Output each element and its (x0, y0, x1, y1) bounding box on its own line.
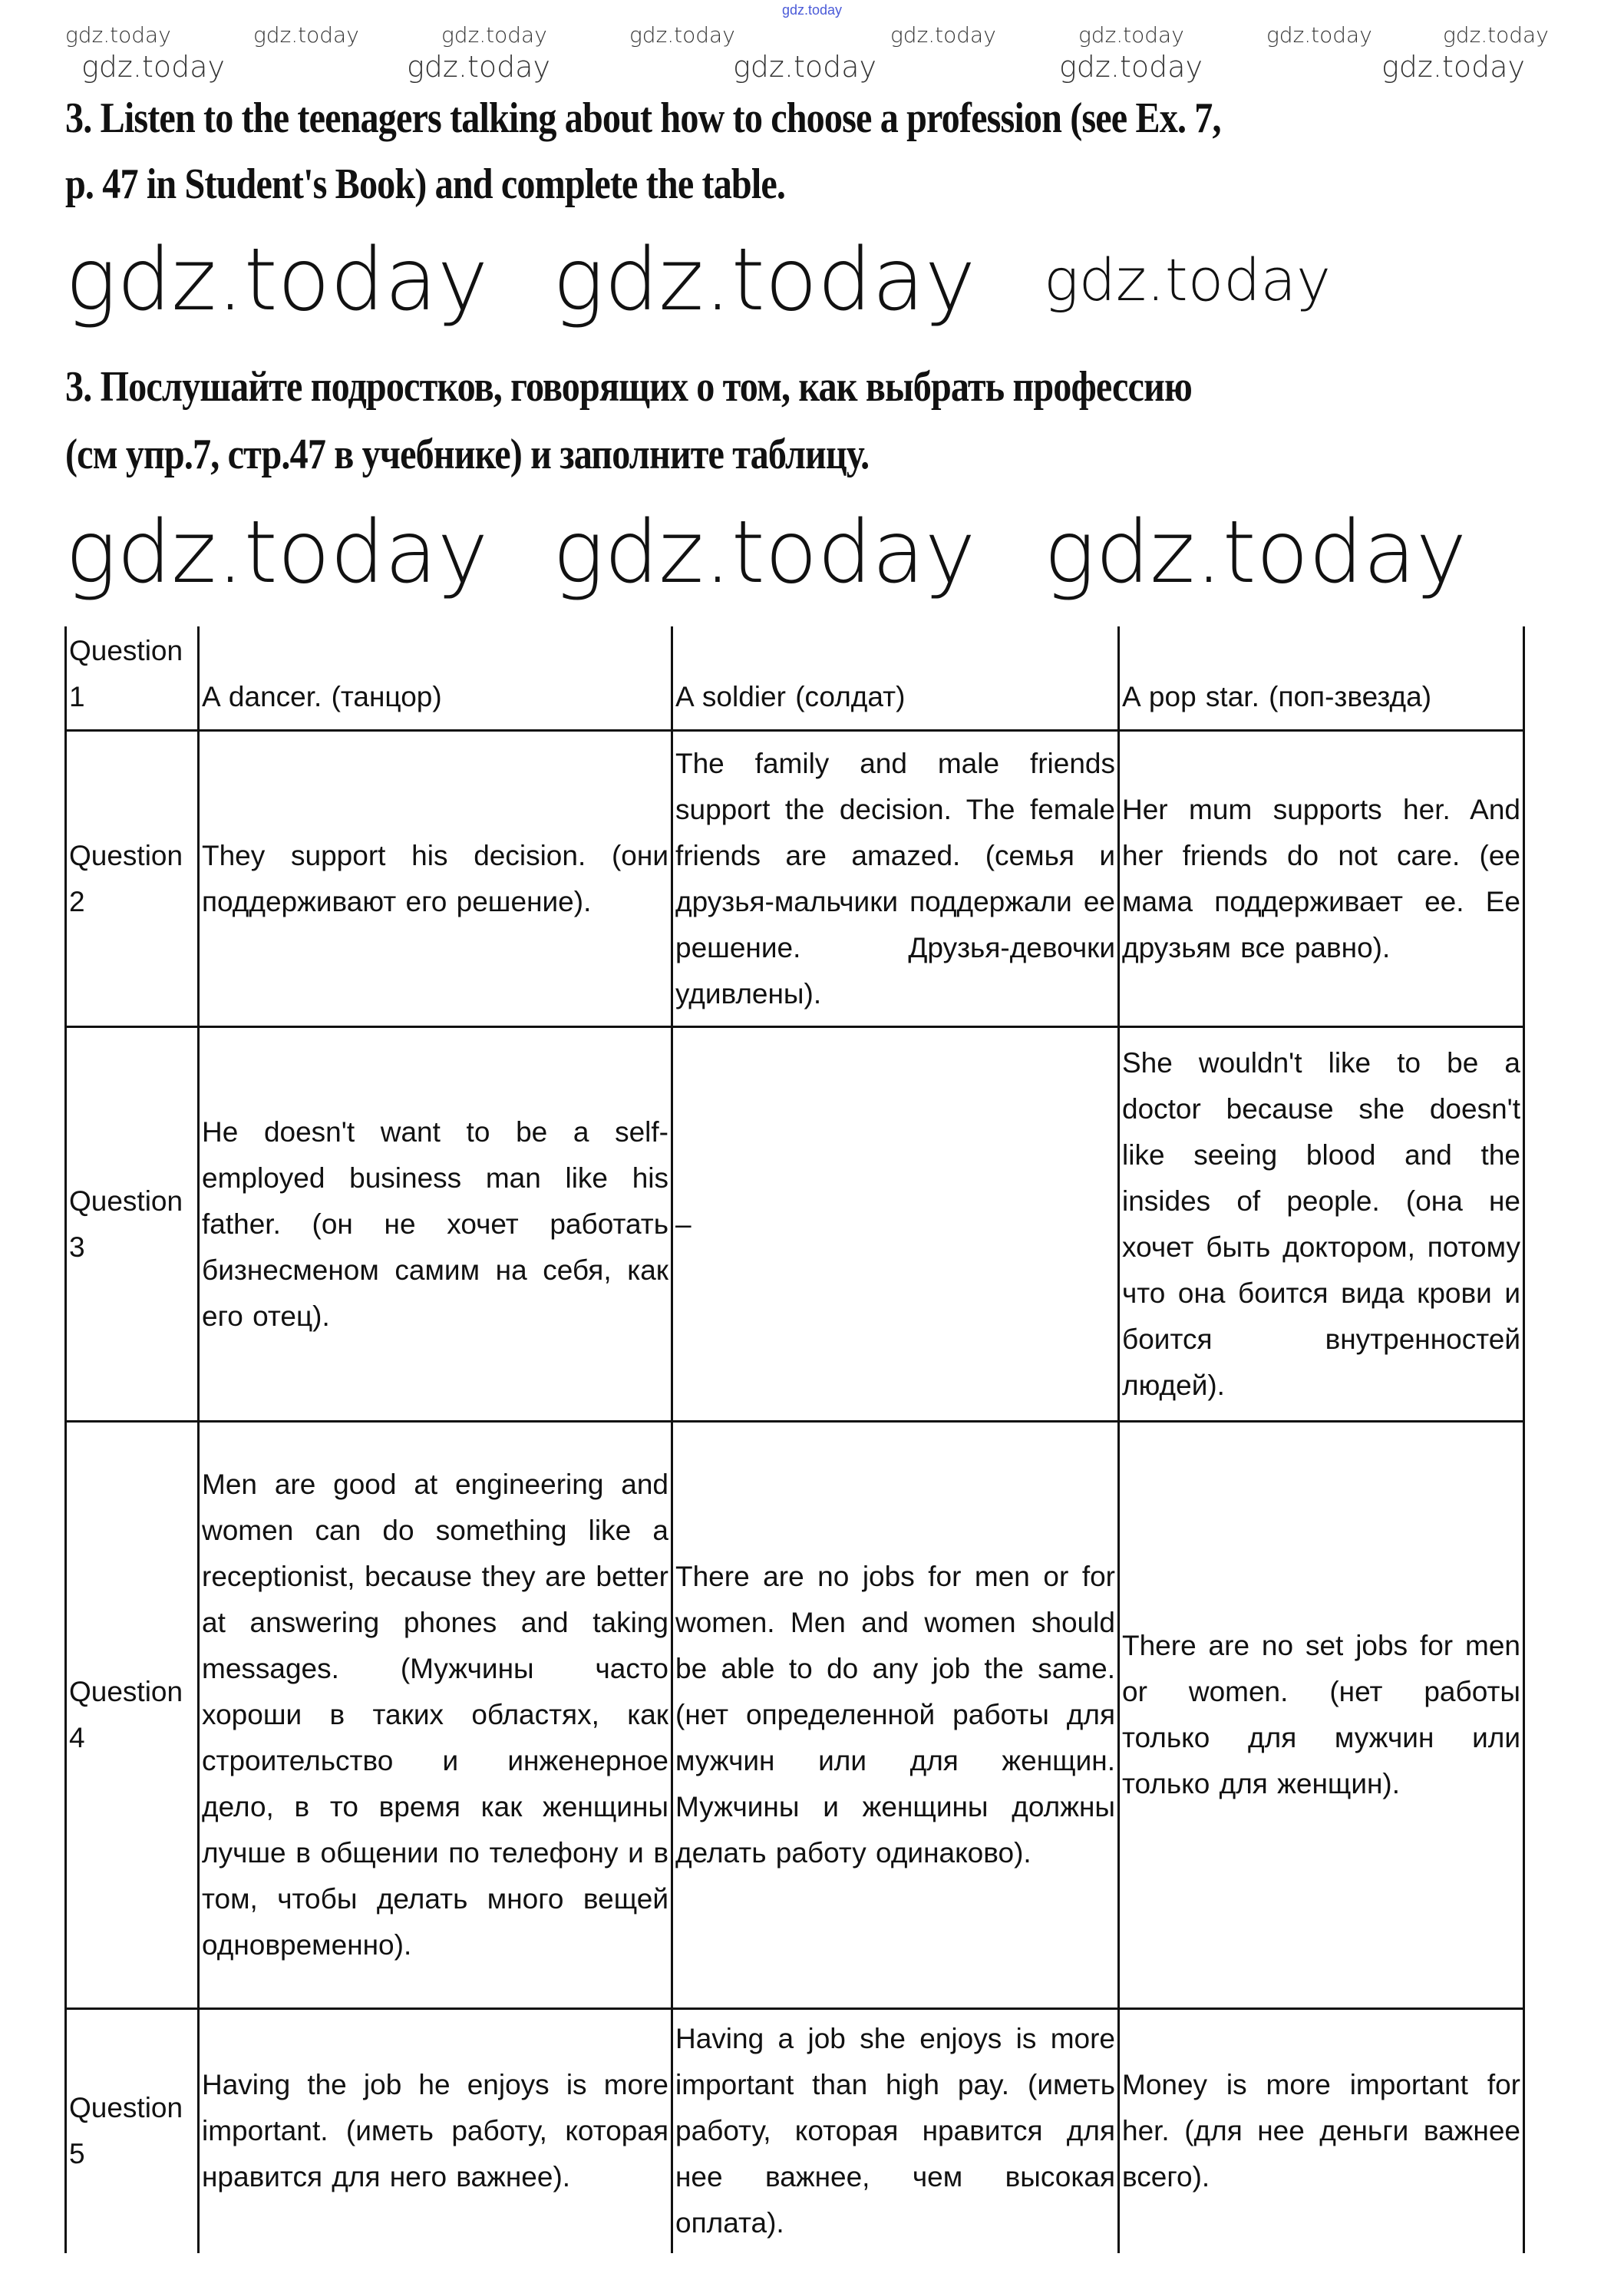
heading-ru-line-1: 3. Послушайте подростков, говорящих о том, как выбрать профессию (65, 363, 1192, 411)
answer-cell: A dancer. (танцор) (199, 626, 672, 731)
answer-cell: Having the job he enjoys is more important. (иметь работу, которая нравится для него важнее). (199, 2009, 672, 2253)
answer-cell: There are no jobs for men or for women. Men and women should be able to do any job the same. (нет определенной работы для мужчин или для женщин. Мужчины и женщины должны делать работу одинаково). (672, 1422, 1119, 2009)
watermark: gdz.today (81, 50, 225, 84)
watermark: gdz.today (65, 230, 489, 330)
watermark: gdz.today (733, 50, 876, 84)
question-label: Question 3 (66, 1027, 199, 1422)
watermark: gdz.today (553, 503, 976, 603)
answer-cell: Men are good at engineering and women can do something like a receptionist, because they are better at answering phones and taking messages. (Мужчины часто хороши в таких областях, как строительство и инженерное дело, в то время как женщины лучше в общении по телефону и в том, чтобы делать много вещей одновременно). (199, 1422, 672, 2009)
answer-cell: She wouldn't like to be a doctor because she doesn't like seeing blood and the insides of people. (она не хочет быть доктором, потому что она боится вида крови и боится внутренностей людей). (1119, 1027, 1524, 1422)
table-row (66, 1027, 1524, 1422)
watermark: gdz.today (253, 22, 359, 48)
heading-en-line-1: 3. Listen to the teenagers talking about how to choose a profession (see Ex. 7, (65, 94, 1221, 142)
answer-table (64, 626, 1525, 2253)
watermark: gdz.today (65, 22, 171, 48)
table-row (66, 626, 1524, 731)
question-label: Question 4 (66, 1422, 199, 2009)
answer-cell: The family and male friends support the decision. The female friends are amazed. (семья и друзья-мальчики поддержали ее решение. Друзья-девочки удивлены). (672, 731, 1119, 1027)
watermark: gdz.today (1266, 22, 1372, 48)
question-label: Question 5 (66, 2009, 199, 2253)
watermark: gdz.today (890, 22, 996, 48)
question-label: Question 2 (66, 731, 199, 1027)
answer-cell: They support his decision. (они поддерживают его решение). (199, 731, 672, 1027)
watermark: gdz.today (1443, 22, 1549, 48)
watermark: gdz.today (407, 50, 550, 84)
watermark: gdz.today (1044, 246, 1331, 314)
answer-cell: Money is more important for her. (для нее деньги важнее всего). (1119, 2009, 1524, 2253)
answer-cell: There are no set jobs for men or women. (нет работы только для мужчин или только для женщин). (1119, 1422, 1524, 2009)
answer-cell: Her mum supports her. And her friends do not care. (ее мама поддерживает ее. Ее друзьям все равно). (1119, 731, 1524, 1027)
watermark: gdz.today (441, 22, 547, 48)
watermark: gdz.today (1381, 50, 1525, 84)
watermark: gdz.today (1044, 503, 1467, 603)
watermark: gdz.today (1059, 50, 1203, 84)
table-row (66, 731, 1524, 1027)
answer-cell: A soldier (солдат) (672, 626, 1119, 731)
watermark: gdz.today (1078, 22, 1184, 48)
answer-cell: He doesn't want to be a self-employed business man like his father. (он не хочет работать бизнесменом самим на себя, как его отец). (199, 1027, 672, 1422)
watermark: gdz.today (553, 230, 976, 330)
table-row (66, 2009, 1524, 2253)
watermark: gdz.today (65, 503, 489, 603)
watermark: gdz.today (629, 22, 735, 48)
heading-en-line-2: p. 47 in Student's Book) and complete the table. (65, 160, 786, 208)
table-row (66, 1422, 1524, 2009)
answer-cell: Having a job she enjoys is more important than high pay. (иметь работу, которая нравится для нее важнее, чем высокая оплата). (672, 2009, 1119, 2253)
answer-cell: A pop star. (поп-звезда) (1119, 626, 1524, 731)
heading-ru-line-2: (см упр.7, стр.47 в учебнике) и заполните таблицу. (65, 431, 870, 478)
question-label: Question 1 (66, 626, 199, 731)
top-watermark: gdz.today (781, 2, 843, 18)
answer-cell: – (672, 1027, 1119, 1422)
